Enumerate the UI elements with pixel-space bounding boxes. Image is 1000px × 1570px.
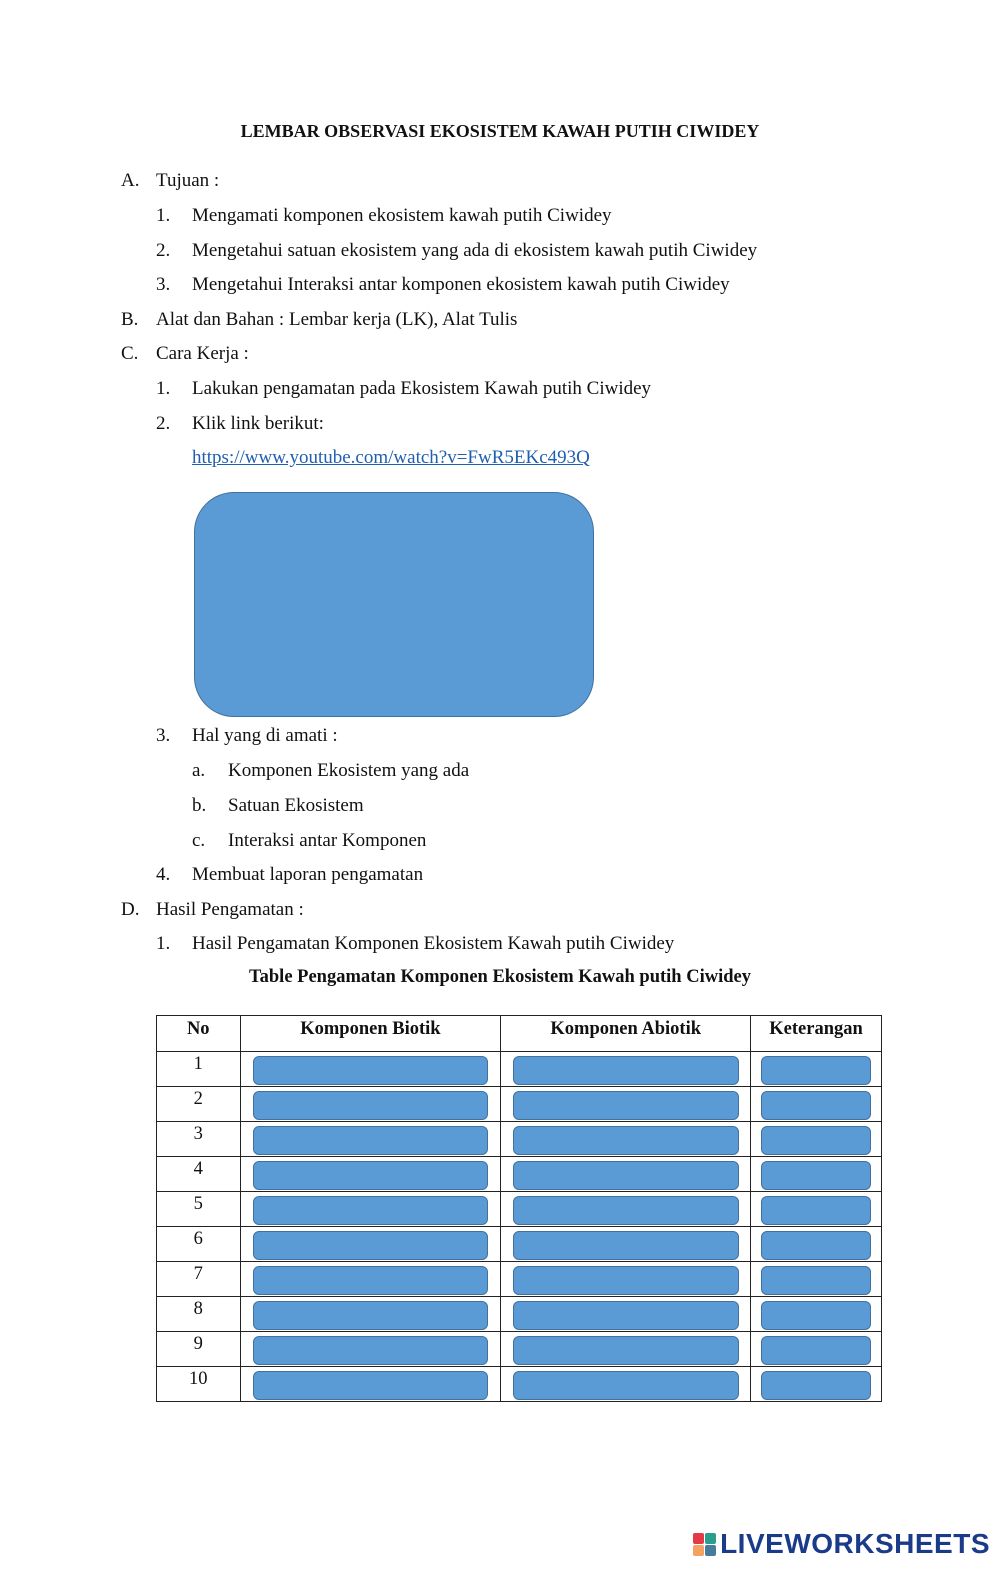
row-number: 6 — [157, 1227, 241, 1262]
biotik-answer-box[interactable] — [253, 1196, 488, 1225]
biotik-answer-box[interactable] — [253, 1336, 488, 1365]
keterangan-answer-box[interactable] — [761, 1091, 871, 1120]
item-letter: c. — [192, 830, 206, 851]
section-a-marker: A. — [121, 170, 140, 191]
table-cell — [751, 1297, 882, 1332]
table-cell — [240, 1192, 501, 1227]
biotik-answer-box[interactable] — [253, 1266, 488, 1295]
item-number: 3. — [156, 274, 171, 295]
table-row — [157, 1227, 882, 1262]
abiotik-answer-box[interactable] — [513, 1266, 739, 1295]
item-letter: b. — [192, 795, 207, 816]
section-c-label: Cara Kerja : — [156, 343, 249, 364]
table-cell — [501, 1087, 751, 1122]
section-c — [121, 343, 249, 365]
table-cell — [751, 1157, 882, 1192]
item-text: Hasil Pengamatan Komponen Ekosistem Kawah putih Ciwidey — [192, 933, 675, 954]
keterangan-answer-box[interactable] — [761, 1056, 871, 1085]
list-item — [156, 205, 612, 227]
table-row — [157, 1367, 882, 1402]
table-cell — [240, 1157, 501, 1192]
item-text: Lakukan pengamatan pada Ekosistem Kawah putih Ciwidey — [192, 378, 652, 399]
biotik-answer-box[interactable] — [253, 1301, 488, 1330]
item-number: 4. — [156, 864, 171, 885]
table-row — [157, 1332, 882, 1367]
liveworksheets-logo — [693, 1528, 990, 1560]
abiotik-answer-box[interactable] — [513, 1371, 739, 1400]
item-number: 3. — [156, 725, 171, 746]
biotik-answer-box[interactable] — [253, 1091, 488, 1120]
row-number: 3 — [157, 1122, 241, 1157]
table-caption: Table Pengamatan Komponen Ekosistem Kawah putih Ciwidey — [249, 967, 751, 987]
sub-list-item — [192, 830, 427, 852]
item-letter: a. — [192, 760, 206, 781]
abiotik-answer-box[interactable] — [513, 1196, 739, 1225]
table-cell — [240, 1087, 501, 1122]
table-row — [157, 1087, 882, 1122]
keterangan-answer-box[interactable] — [761, 1161, 871, 1190]
section-b-marker: B. — [121, 309, 139, 330]
brand-name: LIVEWORKSHEETS — [720, 1528, 990, 1559]
keterangan-answer-box[interactable] — [761, 1336, 871, 1365]
section-b — [121, 309, 518, 331]
list-item — [156, 413, 324, 435]
item-number: 1. — [156, 378, 171, 399]
table-cell — [240, 1297, 501, 1332]
table-row — [157, 1262, 882, 1297]
observation-table — [156, 1015, 882, 1402]
header-abiotik: Komponen Abiotik — [501, 1016, 751, 1052]
item-text: Komponen Ekosistem yang ada — [228, 760, 470, 781]
table-cell — [751, 1122, 882, 1157]
item-number: 1. — [156, 933, 171, 954]
table-cell — [751, 1332, 882, 1367]
row-number: 10 — [157, 1367, 241, 1402]
item-text: Klik link berikut: — [192, 413, 324, 434]
sub-list-item — [192, 795, 364, 817]
list-item — [156, 274, 730, 296]
section-b-label: Alat dan Bahan : Lembar kerja (LK), Alat Tulis — [156, 309, 518, 330]
table-cell — [240, 1262, 501, 1297]
list-item — [156, 240, 758, 262]
table-cell — [240, 1122, 501, 1157]
abiotik-answer-box[interactable] — [513, 1161, 739, 1190]
table-row — [157, 1297, 882, 1332]
header-no: No — [157, 1016, 241, 1052]
keterangan-answer-box[interactable] — [761, 1266, 871, 1295]
video-embed-box[interactable] — [194, 492, 594, 717]
table-cell — [751, 1087, 882, 1122]
biotik-answer-box[interactable] — [253, 1161, 488, 1190]
header-keterangan: Keterangan — [751, 1016, 882, 1052]
item-text: Mengamati komponen ekosistem kawah putih Ciwidey — [192, 205, 612, 226]
table-cell — [751, 1367, 882, 1402]
table-cell — [501, 1297, 751, 1332]
table-cell — [240, 1332, 501, 1367]
abiotik-answer-box[interactable] — [513, 1091, 739, 1120]
row-number: 4 — [157, 1157, 241, 1192]
item-number: 2. — [156, 413, 171, 434]
list-item — [156, 378, 652, 400]
table-cell — [240, 1227, 501, 1262]
keterangan-answer-box[interactable] — [761, 1231, 871, 1260]
page-title: LEMBAR OBSERVASI EKOSISTEM KAWAH PUTIH CIWIDEY — [240, 121, 760, 141]
table-cell — [501, 1367, 751, 1402]
table-row — [157, 1052, 882, 1087]
list-item — [156, 864, 424, 886]
biotik-answer-box[interactable] — [253, 1126, 488, 1155]
row-number: 9 — [157, 1332, 241, 1367]
table-cell — [501, 1332, 751, 1367]
abiotik-answer-box[interactable] — [513, 1231, 739, 1260]
biotik-answer-box[interactable] — [253, 1056, 488, 1085]
table-row — [157, 1157, 882, 1192]
item-text: Satuan Ekosistem — [228, 795, 364, 816]
table-cell — [501, 1052, 751, 1087]
table-cell — [501, 1227, 751, 1262]
keterangan-answer-box[interactable] — [761, 1301, 871, 1330]
table-cell — [751, 1192, 882, 1227]
sub-list-item — [192, 760, 470, 782]
abiotik-answer-box[interactable] — [513, 1056, 739, 1085]
item-text: Interaksi antar Komponen — [228, 830, 427, 851]
biotik-answer-box[interactable] — [253, 1231, 488, 1260]
abiotik-answer-box[interactable] — [513, 1126, 739, 1155]
section-a-label: Tujuan : — [156, 170, 220, 191]
table-cell — [501, 1262, 751, 1297]
youtube-link[interactable]: https://www.youtube.com/watch?v=FwR5EKc493Q — [192, 447, 590, 468]
row-number: 8 — [157, 1297, 241, 1332]
row-number: 1 — [157, 1052, 241, 1087]
section-a — [121, 170, 220, 192]
section-c-marker: C. — [121, 343, 139, 364]
item-number: 1. — [156, 205, 171, 226]
table-cell — [240, 1367, 501, 1402]
item-text: Membuat laporan pengamatan — [192, 864, 424, 885]
header-biotik: Komponen Biotik — [240, 1016, 501, 1052]
table-cell — [501, 1157, 751, 1192]
table-cell — [501, 1122, 751, 1157]
row-number: 7 — [157, 1262, 241, 1297]
table-cell — [751, 1227, 882, 1262]
section-d — [121, 899, 304, 921]
section-d-label: Hasil Pengamatan : — [156, 899, 304, 920]
row-number: 5 — [157, 1192, 241, 1227]
section-d-marker: D. — [121, 899, 140, 920]
item-text: Hal yang di amati : — [192, 725, 338, 746]
table-row — [157, 1192, 882, 1227]
item-number: 2. — [156, 240, 171, 261]
keterangan-answer-box[interactable] — [761, 1371, 871, 1400]
keterangan-answer-box[interactable] — [761, 1126, 871, 1155]
item-text: Mengetahui satuan ekosistem yang ada di ekosistem kawah putih Ciwidey — [192, 240, 758, 261]
keterangan-answer-box[interactable] — [761, 1196, 871, 1225]
table-cell — [751, 1052, 882, 1087]
item-text: Mengetahui Interaksi antar komponen ekosistem kawah putih Ciwidey — [192, 274, 730, 295]
list-item — [156, 933, 675, 955]
table-cell — [751, 1262, 882, 1297]
list-item — [156, 725, 338, 747]
table-header-row — [157, 1016, 882, 1052]
logo-icon — [693, 1533, 716, 1556]
table-cell — [240, 1052, 501, 1087]
table-row — [157, 1122, 882, 1157]
table-cell — [501, 1192, 751, 1227]
abiotik-answer-box[interactable] — [513, 1301, 739, 1330]
biotik-answer-box[interactable] — [253, 1371, 488, 1400]
row-number: 2 — [157, 1087, 241, 1122]
abiotik-answer-box[interactable] — [513, 1336, 739, 1365]
